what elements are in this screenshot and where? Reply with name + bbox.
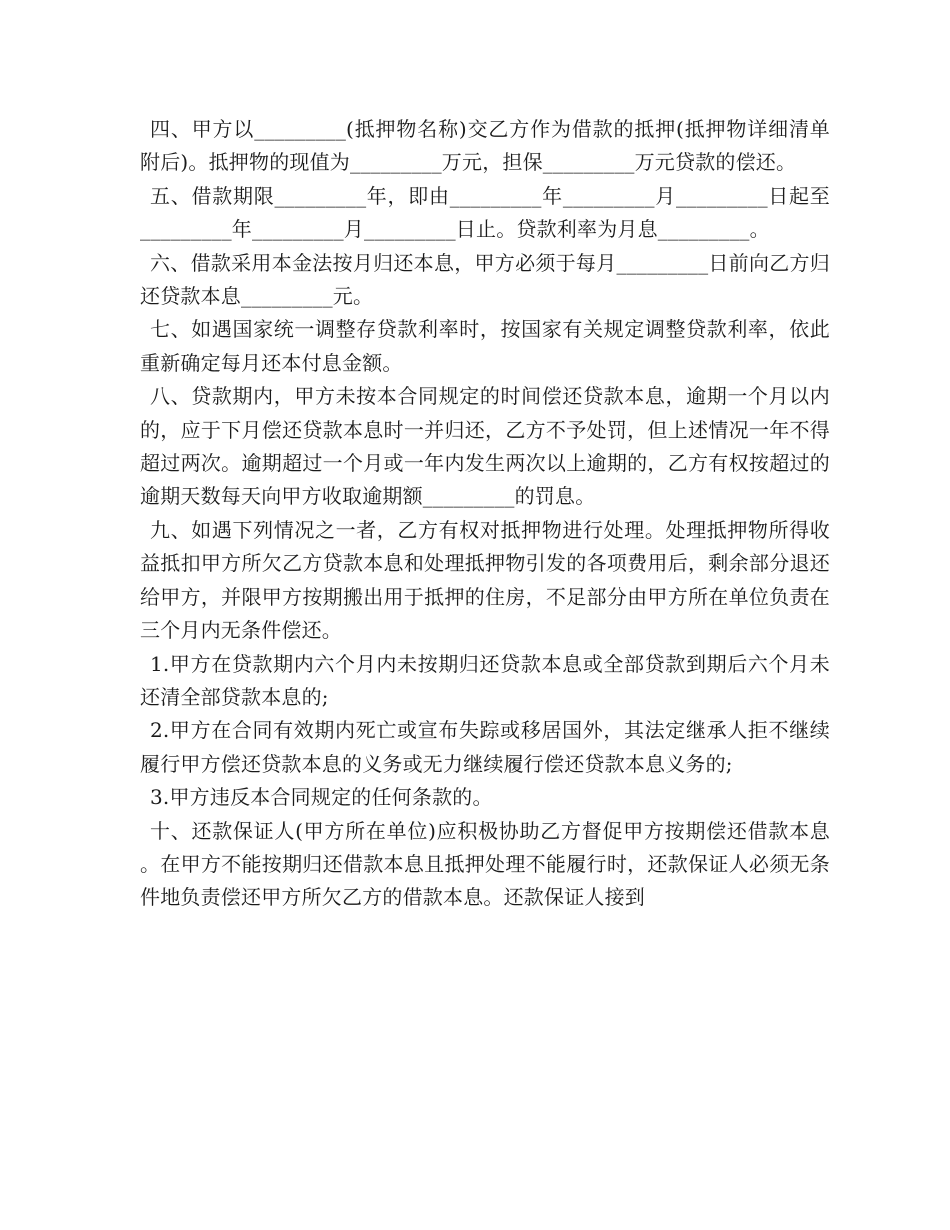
clause-6-paragraph: 六、借款采用本金法按月归还本息，甲方必须于每月_________日前向乙方归还贷款本息_________元。 [140, 250, 830, 309]
clause-10-paragraph: 十、还款保证人(甲方所在单位)应积极协助乙方督促甲方按期偿还借款本息。在甲方不能按期归还借款本息且抵押处理不能履行时，还款保证人必须无条件地负责偿还甲方所欠乙方的借款本息。还款保证人接到 [140, 818, 830, 910]
clause-9-item-3: 3.甲方违反本合同规定的任何条款的。 [150, 785, 493, 810]
clause-9-item-1: 1.甲方在贷款期内六个月内未按期归还贷款本息或全部贷款到期后六个月未还清全部贷款本息的; [140, 651, 830, 709]
clause-7-paragraph: 七、如遇国家统一调整存贷款利率时，按国家有关规定调整贷款利率，依此重新确定每月还本付息金额。 [140, 317, 830, 375]
clause-4-paragraph: 四、甲方以_________(抵押物名称)交乙方作为借款的抵押(抵押物详细清单附后)。抵押物的现值为_________万元，担保_________万元贷款的偿还。 [140, 117, 830, 175]
clause-9-item-2: 2.甲方在合同有效期内死亡或宣布失踪或移居国外，其法定继承人拒不继续履行甲方偿还贷款本息的义务或无力继续履行偿还贷款本息义务的; [140, 718, 830, 776]
document-body [140, 113, 830, 915]
clause-5-paragraph: 五、借款期限_________年，即由_________年_________月_________日起至_________年_________月_________日止。贷款利率为月息_________。 [140, 183, 830, 242]
clause-8-paragraph: 八、贷款期内，甲方未按本合同规定的时间偿还贷款本息，逾期一个月以内的，应于下月偿还贷款本息时一并归还，乙方不予处罚，但上述情况一年不得超过两次。逾期超过一个月或一年内发生两次以上逾期的，乙方有权按超过的逾期天数每天向甲方收取逾期额_________的罚息。 [140, 384, 830, 509]
clause-9-paragraph: 九、如遇下列情况之一者，乙方有权对抵押物进行处理。处理抵押物所得收益抵扣甲方所欠乙方贷款本息和处理抵押物引发的各项费用后，剩余部分退还给甲方，并限甲方按期搬出用于抵押的住房，不足部分由甲方所在单位负责在三个月内无条件偿还。 [140, 517, 830, 643]
